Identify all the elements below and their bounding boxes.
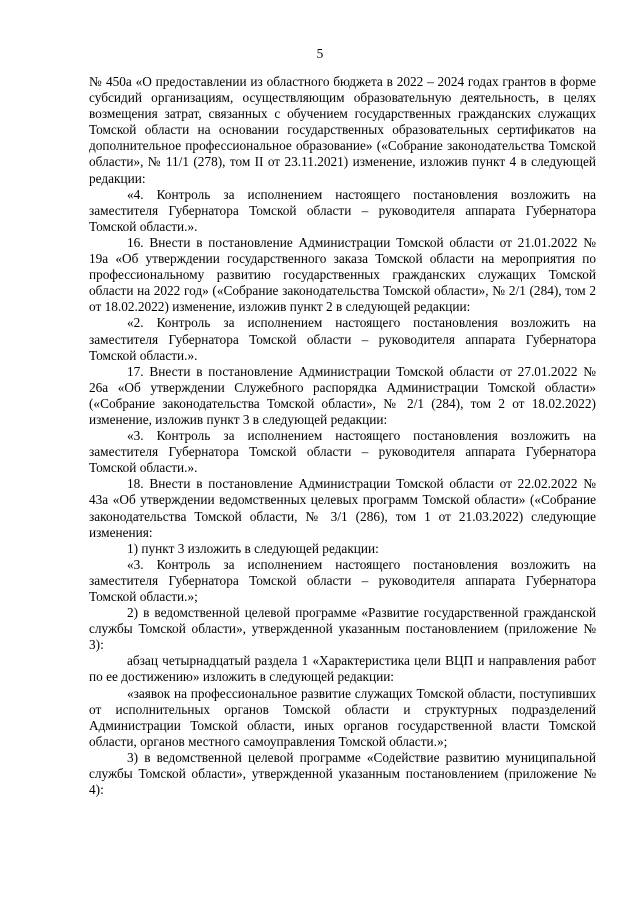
- paragraph: «2. Контроль за исполнением настоящего постановления возложить на заместителя Губернатора Томской области – руководителя аппарата Губернатора Томской области.».: [89, 315, 596, 363]
- paragraph: абзац четырнадцатый раздела 1 «Характеристика цели ВЦП и направления работ по ее достижению» изложить в следующей редакции:: [89, 653, 596, 685]
- paragraph: 1) пункт 3 изложить в следующей редакции:: [127, 540, 379, 556]
- paragraph: «4. Контроль за исполнением настоящего постановления возложить на заместителя Губернатора Томской области – руководителя аппарата Губернатора Томской области.».: [89, 186, 596, 234]
- paragraph: «3. Контроль за исполнением настоящего постановления возложить на заместителя Губернатора Томской области – руководителя аппарата Губернатора Томской области.».: [89, 428, 596, 476]
- paragraph: «3. Контроль за исполнением настоящего постановления возложить на заместителя Губернатора Томской области – руководителя аппарата Губернатора Томской области.»;: [89, 556, 596, 604]
- paragraph: 3) в ведомственной целевой программе «Содействие развитию муниципальной службы Томской области», утвержденной указанным постановлением (приложение № 4):: [89, 749, 596, 798]
- document-body: [89, 74, 596, 798]
- paragraph: 17. Внести в постановление Администрации Томской области от 27.01.2022 № 26а «Об утверждении Служебного распорядка Администрации Томской области» («Собрание законодательства Томской области», № 2/1 (284), том 2 от 18.02.2022) изменение, изложив пункт 3 в следующей редакции:: [89, 363, 596, 427]
- paragraph: 2) в ведомственной целевой программе «Развитие государственной гражданской службы Томской области», утвержденной указанным постановлением (приложение № 3):: [89, 605, 596, 653]
- paragraph: 16. Внести в постановление Администрации Томской области от 21.01.2022 № 19а «Об утверждении государственного заказа Томской области на мероприятия по профессиональному развитию государственных гражданских служащих Томской области на 2022 год» («Собрание законодательства Томской области», № 2/1 (284), том 2 от 18.02.2022) изменение, изложив пункт 2 в следующей редакции:: [89, 234, 596, 315]
- paragraph: «заявок на профессиональное развитие служащих Томской области, поступивших от исполнительных органов Томской области и структурных подразделений Администрации Томской области, иных органов государственной власти Томской области, органов местного самоуправления Томской области.»;: [89, 685, 596, 749]
- paragraph: 18. Внести в постановление Администрации Томской области от 22.02.2022 № 43а «Об утверждении ведомственных целевых программ Томской области» («Собрание законодательства Томской области, № 3/1 (286), том 1 от 21.03.2022) следующие изменения:: [89, 476, 596, 540]
- page-number: 5: [316, 46, 324, 61]
- paragraph: № 450а «О предоставлении из областного бюджета в 2022 – 2024 годах грантов в форме субсидий организациям, осуществляющим образовательную деятельность, в целях возмещения затрат, связанных с обучением государственных гражданских служащих Томской области на основании государственных образовательных сертификатов на дополнительное профессиональное образование» («Собрание законодательства Томской области», № 11/1 (278), том II от 23.11.2021) изменение, изложив пункт 4 в следующей редакции:: [89, 74, 596, 186]
